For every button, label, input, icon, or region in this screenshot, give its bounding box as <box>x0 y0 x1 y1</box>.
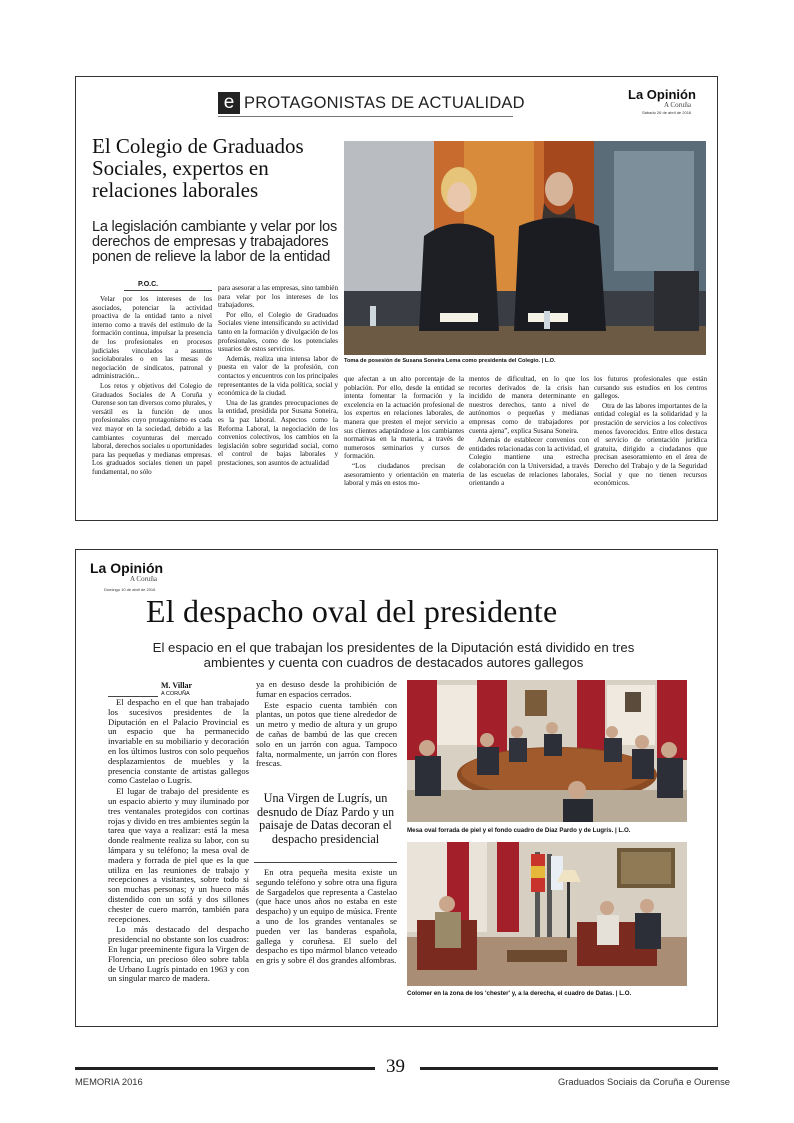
article-headline: El Colegio de Graduados Sociales, expertos en relaciones laborales <box>92 134 304 202</box>
article-subheadline: La legislación cambiante y velar por los derechos de empresas y trabajadores ponen de relieve la labor de la entidad <box>92 219 338 265</box>
paragraph: El lugar de trabajo del presidente es un espacio abierto y muy iluminado por tres ventanales protegidos con cortinas rojas y divido en tres ambientes según la tarea que vaya a realizar: está la mesa donde realmente realiza su labor, con su lámpara y su teléfono; la mesa oval de madera y forrada de piel que es la que utiliza en las reuniones de trabajo y recepciones a visitantes, sobre todo si son muchas personas; y un hueco más distendido con un sofá y dos sillones chester de cuero marrón, también para recepciones. <box>108 786 249 924</box>
footer-rule-right <box>420 1067 718 1070</box>
paragraph: Por ello, el Colegio de Graduados Sociales viene intensificando su actividad tanto en la formación y divulgación de los profesionales, como de los potenciales usuarios de estos servicios. <box>218 310 338 354</box>
paragraph: ya en desuso desde la prohibición de fumar en espacios cerrados. <box>256 679 397 699</box>
byline-rule <box>124 290 212 291</box>
paragraph: Velar por los intereses de los asociados, potenciar la actividad proactiva de la entidad tanto a nivel interno como a través del estímulo de la formación continua, impulsar la presencia de los profesionales en procesos judiciales vinculados a asuntos sociolaborales o en las mesas de negociación de sindicatos, patronal y administración... <box>92 295 212 381</box>
paragraph: Además, realiza una intensa labor de puesta en valor de la profesión, con contactos y encuentros con los principales representantes de la vida política, social y económica de la ciudad. <box>218 354 338 398</box>
article-column-2-top <box>256 680 397 769</box>
newspaper-brand-city: A Coruña <box>130 575 158 583</box>
paragraph: Una de las grandes preocupaciones de la entidad, presidida por Susana Soneira, es la paz laboral. Aspectos como la Reforma Laboral, la negociación de los convenios colectivos, los cambios en la legislación sobre seguridad social, como el control de bajas laborales y prestaciones, son asuntos de actualidad <box>218 398 338 467</box>
paragraph: que afectan a un alto porcentaje de la población. Por ello, desde la entidad se intenta fomentar la formación y la excelencia en la actuación profesional de los expertos en relaciones laborales, de manera que presten el mejor servicio a sus clientes adaptándose a los cambiantes normativas en la materia, a través de numerosos seminarios y cursos de formación. <box>344 375 464 461</box>
article-column-1 <box>92 295 212 476</box>
chester-area-photo-image <box>407 842 687 986</box>
clipping-date: Domingo 10 de abril de 2016 <box>104 587 156 592</box>
paragraph: En otra pequeña mesita existe un segundo teléfono y sobre otra una figura de Sargadelos que representa a Castelao (que hace unos años no estaba en este despacho) y un equipo de música. Frente a uno de los grandes ventanales se pueden ver las banderas española, gallega y coruñesa. El suelo del despacho es tipo mármol blanco veteado en gris y sobre él dos grandes alfombras. <box>256 867 397 966</box>
article-column-2 <box>218 284 338 467</box>
newspaper-brand: La Opinión <box>90 560 164 576</box>
article-byline: P.O.C. <box>138 281 159 288</box>
paragraph: “Los ciudadanos precisan de asesoramiento y orientación en materia laboral y más en estos mo- <box>344 461 464 488</box>
paragraph: El despacho en el que han trabajado los sucesivos presidentes de la Diputación en el Palacio Provincial es un espacio que ha permanecido invariable en su mobiliario y decoración en los últimos lustros con solo pequeños desplazamientos de muebles y la presencia constante de artistas gallegos como Castelao o Lugrís. <box>108 697 249 786</box>
paragraph: para asesorar a las empresas, sino también para velar por los intereses de los trabajadores. <box>218 284 338 310</box>
article-column-4 <box>469 375 589 488</box>
section-title: PROTAGONISTAS DE ACTUALIDAD <box>244 94 525 112</box>
article-column-1 <box>108 698 249 984</box>
oval-table-photo <box>407 680 687 822</box>
page-number: 39 <box>386 1056 405 1077</box>
article-byline-place: A CORUÑA <box>161 691 190 697</box>
paragraph: Otra de las labores importantes de la entidad colegial es la solidaridad y la prestación de servicios a los colectivos menos favorecidos. Entre ellos destaca el servicio de orientación jurídica gratuita, dirigido a ciudadanos que precisan asesoramiento en el área de Derecho del Trabajo y de la Seguridad Social y que no tienen recursos económicos. <box>594 401 707 488</box>
article-subheadline: El espacio en el que trabajan los presidentes de la Diputación está dividido en tres ambientes y cuenta con cuadros de destacados autores gallegos <box>152 640 635 670</box>
paragraph: Lo más destacado del despacho presidencial no obstante son los cuadros: En lugar preeminente figura la Virgen de Florencia, un precioso óleo sobre tabla de Urbano Lugrís pintado en 1963 y con un singular marco de madera. <box>108 924 249 984</box>
pullquote-rule <box>254 862 397 863</box>
paragraph: Este espacio cuenta también con plantas, un potos que tiene alrededor de un metro y medio de altura y un grupo de cañas de bambú de las que crecen solo en un jarrón con agua. Tampoco falta, normalmente, un jarrón con flores frescas. <box>256 699 397 769</box>
article-column-5 <box>594 375 707 488</box>
footer-right-text: Graduados Sociais da Coruña e Ourense <box>558 1076 730 1087</box>
ceremony-photo <box>344 141 706 355</box>
section-logo-box: e <box>218 92 240 114</box>
photo-caption-1: Mesa oval forrada de piel y el fondo cuadro de Díaz Pardo y de Lugrís. | L.O. <box>407 827 631 834</box>
article-column-2-bottom <box>256 868 397 966</box>
paragraph: los futuros profesionales que están cursando sus estudios en los centros gallegos. <box>594 375 707 401</box>
news-clipping-colegio <box>75 76 718 521</box>
article-headline: El despacho oval del presidente <box>146 593 558 629</box>
article-byline: M. Villar <box>161 681 193 690</box>
photo-caption: Toma de posesión de Susana Soneira Lema como presidenta del Colegio. | L.O. <box>344 358 556 364</box>
newspaper-brand: La Opinión <box>628 87 696 102</box>
footer-rule-left <box>75 1067 375 1070</box>
chester-area-photo <box>407 842 687 986</box>
clipping-date: Sábado 26 de abril de 2016 <box>642 110 692 115</box>
article-pullquote: Una Virgen de Lugrís, un desnudo de Díaz Pardo y un paisaje de Datas decoran el despacho presidencial <box>256 791 395 846</box>
photo-caption-2: Colomer en la zona de los 'chester' y, a la derecha, el cuadro de Datas. | L.O. <box>407 990 632 997</box>
paragraph: Los retos y objetivos del Colegio de Graduados Sociales de A Coruña y Ourense son tan diversos como plurales, y versátil es la función de unos profesionales cuyo protagonismo es cada vez mayor en la sociedad, debido a las cambiantes coyunturas del mercado laboral, derechos sociales u oportunidades para las pequeñas y medianas empresas. Los graduados sociales tienen un papel fundamental, no sólo <box>92 381 212 476</box>
news-clipping-despacho <box>75 549 718 1027</box>
section-rule <box>218 116 513 117</box>
newspaper-brand-city: A Coruña <box>664 101 692 109</box>
article-column-3 <box>344 375 464 488</box>
oval-table-photo-image <box>407 680 687 822</box>
ceremony-photo-image <box>344 141 706 355</box>
paragraph: Además de establecer convenios con entidades relacionadas con la actividad, el Colegio mantiene una estrecha colaboración con la Universidad, a través de las escuelas de relaciones laborales, orientando a <box>469 436 589 488</box>
paragraph: mentos de dificultad, en lo que los recortes derivados de la crisis han incidido de manera determinante en nuestros derechos, tanto a nivel de autónomos o pequeñas y medianas empresas como de trabajadores por cuenta ajena”, explica Susana Soneira. <box>469 375 589 435</box>
footer-left-text: MEMORIA 2016 <box>75 1076 143 1087</box>
